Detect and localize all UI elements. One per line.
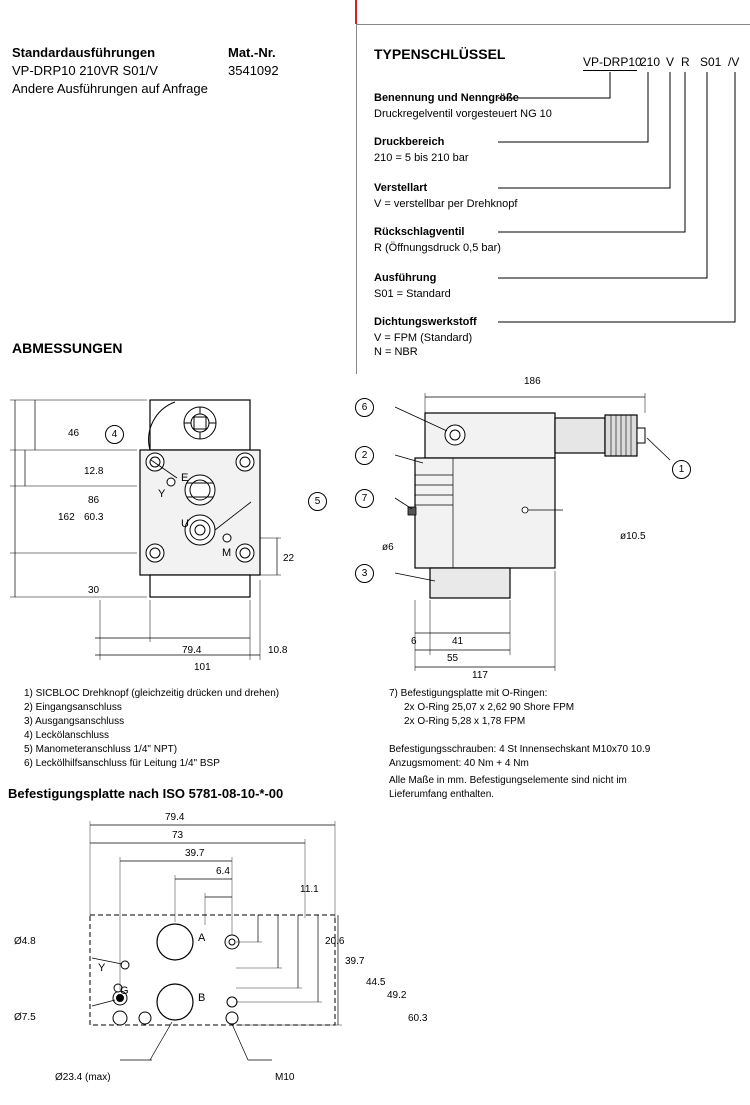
matnr-label: Mat.-Nr. <box>228 45 276 60</box>
standard-label: Standardausführungen <box>12 45 156 60</box>
ts-row-1-desc: 210 = 5 bis 210 bar <box>374 152 469 164</box>
top-gray-divider <box>356 24 750 25</box>
ts-row-4-title: Ausführung <box>374 272 437 284</box>
legend-right-note-1: Alle Maße in mm. Befestigungselemente sind nicht im <box>389 775 627 786</box>
front-dim-162: 162 <box>58 512 75 523</box>
legend-right-item-7: 7) Befestigungsplatte mit O-Ringen: <box>389 688 548 699</box>
typenschluessel-title: TYPENSCHLÜSSEL <box>374 46 506 62</box>
ts-row-3-title: Rückschlagventil <box>374 226 465 238</box>
code-part-4: S01 <box>700 55 722 69</box>
front-view-drawing <box>55 390 345 680</box>
plate-label-A: A <box>198 932 206 944</box>
ts-row-5-title: Dichtungswerkstoff <box>374 316 477 328</box>
front-dim-79-4: 79.4 <box>182 645 202 656</box>
legend-right-screws: Befestigungsschrauben: 4 St Innensechskant M10x70 10.9 <box>389 744 651 755</box>
side-dim-186: 186 <box>524 376 541 387</box>
plate-title: Befestigungsplatte nach ISO 5781-08-10-*-00 <box>8 786 284 801</box>
callout-4: 4 <box>105 425 124 444</box>
ts-row-1-title: Druckbereich <box>374 136 445 148</box>
plate-dim-d7-5: Ø7.5 <box>14 1012 36 1023</box>
legend-left-item-6: 6) Leckölhilfsanschluss für Leitung 1/4" BSP <box>24 758 220 769</box>
plate-dim-6-4: 6.4 <box>216 866 230 877</box>
side-dim-6: 6 <box>411 636 417 647</box>
legend-left-item-1: 1) SICBLOC Drehknopf (gleichzeitig drücken und drehen) <box>24 688 280 699</box>
plate-dim-11-1: 11.1 <box>300 884 319 895</box>
legend-right-note-2: Lieferumfang enthalten. <box>389 789 495 800</box>
plate-dim-20-6: 20.6 <box>325 936 345 947</box>
plate-dim-39-7b: 39.7 <box>345 956 365 967</box>
side-dim-d6: ø6 <box>382 542 394 553</box>
front-label-U: U <box>181 518 189 530</box>
legend-right-torque: Anzugsmoment: 40 Nm + 4 Nm <box>389 758 529 769</box>
side-dim-55: 55 <box>447 653 459 664</box>
vertical-gray-divider <box>356 24 357 374</box>
callout-1: 1 <box>672 460 691 479</box>
code-part-3: R <box>681 55 690 69</box>
front-dim-10-8: 10.8 <box>268 645 288 656</box>
front-dim-101: 101 <box>194 662 211 673</box>
plate-bottom-label-diameter: Ø23.4 (max) <box>55 1072 111 1083</box>
front-dim-30: 30 <box>88 585 100 596</box>
callout-2: 2 <box>355 446 374 465</box>
ts-row-5-desc: V = FPM (Standard) <box>374 332 473 344</box>
legend-left-item-3: 3) Ausgangsanschluss <box>24 716 125 727</box>
code-part-2: V <box>666 55 675 69</box>
legend-right-oring-1: 2x O-Ring 25,07 x 2,62 90 Shore FPM <box>404 702 575 713</box>
plate-dim-39-7: 39.7 <box>185 848 205 859</box>
ts-row-5-desc2: N = NBR <box>374 346 418 358</box>
side-dim-41: 41 <box>452 636 464 647</box>
legend-left-item-5: 5) Manometeranschluss 1/4" NPT) <box>24 744 178 755</box>
plate-label-B: B <box>198 992 206 1004</box>
front-dim-86: 86 <box>88 495 100 506</box>
ts-row-4-desc: S01 = Standard <box>374 288 451 300</box>
plate-label-Y: Y <box>98 962 106 974</box>
plate-dim-49-2: 49.2 <box>387 990 407 1001</box>
plate-dim-d4-8: Ø4.8 <box>14 936 36 947</box>
plate-drawing <box>60 810 480 1090</box>
front-label-E: E <box>181 472 189 484</box>
ts-row-0-desc: Druckregelventil vorgesteuert NG 10 <box>374 108 552 120</box>
side-dim-117: 117 <box>472 670 488 681</box>
top-red-divider <box>355 0 357 24</box>
front-dim-22: 22 <box>283 553 295 564</box>
front-dim-46: 46 <box>68 428 80 439</box>
plate-dim-79-4: 79.4 <box>165 812 185 823</box>
plate-dim-73: 73 <box>172 830 184 841</box>
abmessungen-title: ABMESSUNGEN <box>12 340 123 356</box>
front-dim-12-8: 12.8 <box>84 466 104 477</box>
plate-bottom-label-m10: M10 <box>275 1072 295 1083</box>
front-label-M: M <box>222 547 232 559</box>
header-note: Andere Ausführungen auf Anfrage <box>12 81 208 96</box>
code-part-1: 210 <box>640 55 661 69</box>
code-part-5: /V <box>728 55 740 69</box>
front-label-Y: Y <box>158 488 166 500</box>
code-part-0: VP-DRP10 <box>583 55 642 69</box>
legend-left-item-4: 4) Leckölanschluss <box>24 730 110 741</box>
ts-row-0-title: Benennung und Nenngröße <box>374 92 519 104</box>
plate-dim-44-5: 44.5 <box>366 977 386 988</box>
legend-right-oring-2: 2x O-Ring 5,28 x 1,78 FPM <box>404 716 526 727</box>
model-number: VP-DRP10 210VR S01/V <box>12 63 158 78</box>
side-dim-d10-5: ø10.5 <box>620 531 646 542</box>
legend-left-item-2: 2) Eingangsanschluss <box>24 702 122 713</box>
matnr-value: 3541092 <box>228 63 279 78</box>
plate-label-G: G <box>120 985 129 997</box>
side-view-drawing <box>375 385 745 675</box>
callout-7: 7 <box>355 489 374 508</box>
callout-6: 6 <box>355 398 374 417</box>
plate-dim-60-3: 60.3 <box>408 1013 428 1024</box>
ts-row-2-desc: V = verstellbar per Drehknopf <box>374 198 518 210</box>
callout-5: 5 <box>308 492 327 511</box>
ts-row-2-title: Verstellart <box>374 182 428 194</box>
ts-row-3-desc: R (Öffnungsdruck 0,5 bar) <box>374 242 501 254</box>
callout-3: 3 <box>355 564 374 583</box>
front-dim-60-3: 60.3 <box>84 512 104 523</box>
